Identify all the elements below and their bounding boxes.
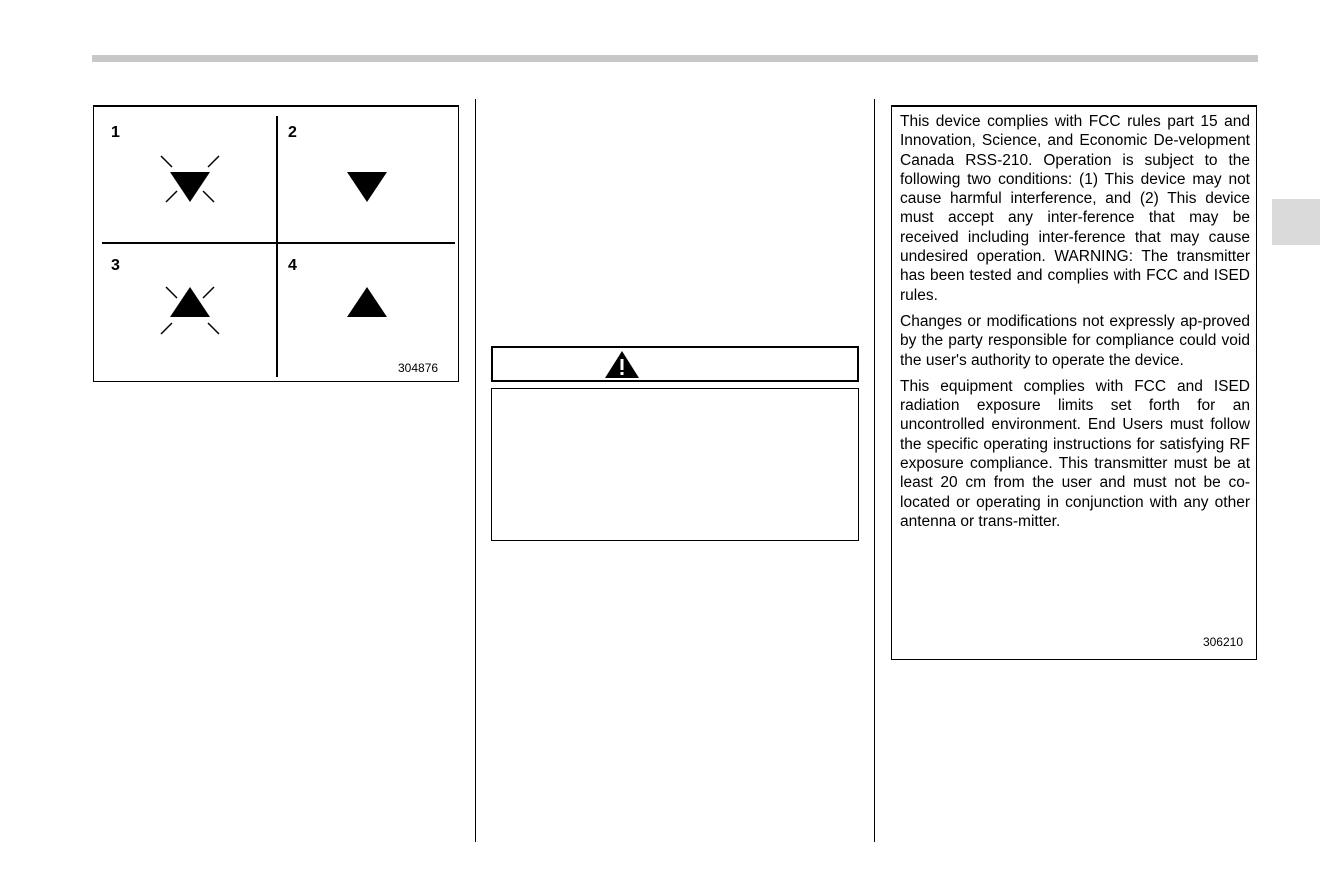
figure-code: 304876 [398,361,439,375]
indicator-figure [93,105,459,382]
quadrant-label-3: 3 [111,257,120,274]
warning-header [491,346,859,382]
notice-code: 306210 [1202,635,1243,649]
indicator-figure-graphic [94,107,460,384]
flashing-up-triangle-icon [161,287,219,334]
header-rule [92,55,1258,62]
column-divider-left [475,99,476,842]
warning-body [491,388,859,541]
up-triangle-icon [347,287,387,317]
flashing-down-triangle-icon [161,156,219,202]
section-side-tab [1272,199,1320,245]
fcc-notice-box [891,105,1257,660]
quadrant-label-2: 2 [288,124,297,141]
down-triangle-icon [347,172,387,202]
quadrant-label-4: 4 [288,257,297,274]
quadrant-label-1: 1 [111,124,120,141]
fcc-paragraph-1: This device complies with FCC rules part 15 and Innovation, Science, and Economic De-velopment Canada RSS-210. Operation is subject to the following two conditions: (1) This device may not cause harmful interference, and (2) This device must accept any inter-ference that may be received including inter-ference that may cause undesired operation. WARNING: The transmitter has been tested and complies with FCC and ISED rules. [900,113,1250,304]
fcc-paragraph-3: This equipment complies with FCC and ISED radiation exposure limits set forth for an uncontrolled environment. End Users must follow the specific operating instructions for satisfying RF exposure compliance. This transmitter must be at least 20 cm from the user and must not be co-located or operating in conjunction with any other antenna or trans-mitter. [900,377,1250,530]
exclamation-triangle-icon [605,351,639,378]
warning-header-graphic [493,348,857,380]
fcc-paragraph-2: Changes or modifications not expressly ap-proved by the party responsible for compliance could void the user's authority to operate the device. [900,312,1250,369]
fcc-notice-text [900,112,1250,538]
column-divider-right [874,99,875,842]
